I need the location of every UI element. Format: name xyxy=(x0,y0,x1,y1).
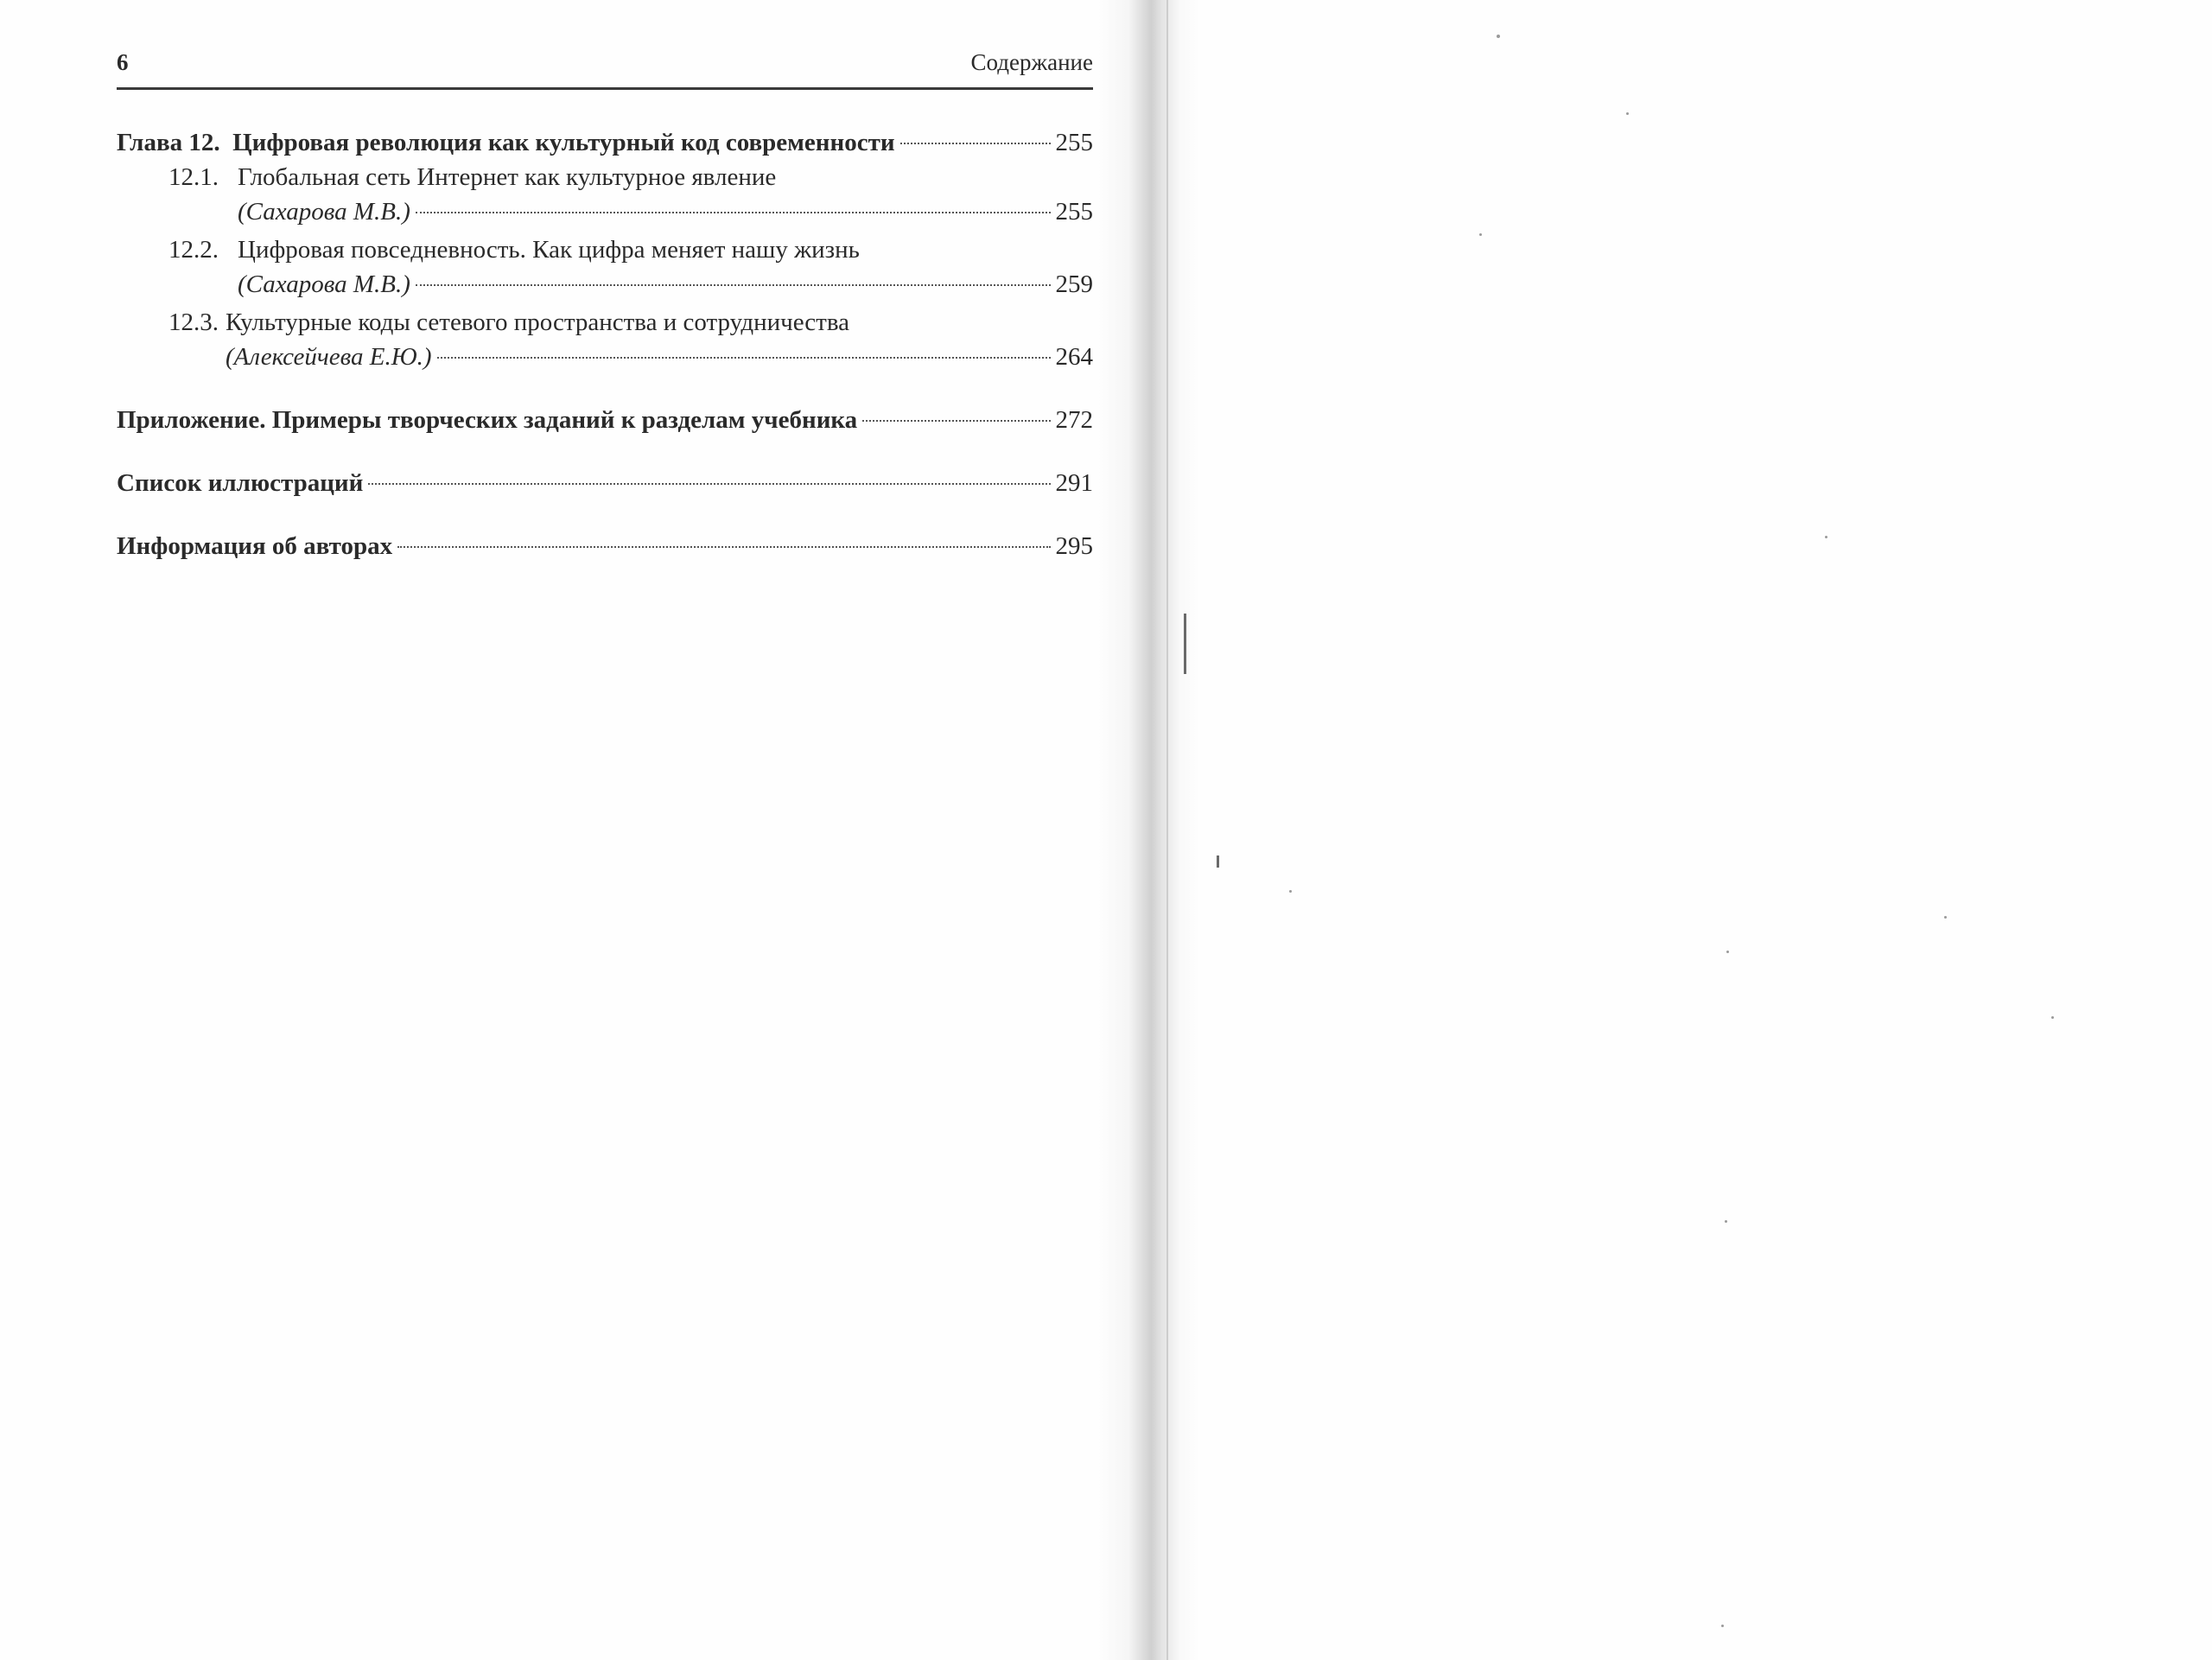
section-author: (Сахарова М.В.) xyxy=(238,198,410,226)
section-title: Культурные коды сетевого пространства и сотрудничества xyxy=(226,308,850,336)
running-title: Содержание xyxy=(970,49,1093,75)
authors-title: Информация об авторах xyxy=(117,532,393,560)
scan-speck xyxy=(2051,1016,2054,1019)
scan-speck xyxy=(1721,1625,1724,1627)
scan-speck xyxy=(1479,233,1482,236)
illustrations-title: Список иллюстраций xyxy=(117,469,364,497)
scan-speck xyxy=(1726,951,1729,953)
chapter-label: Глава 12. xyxy=(117,129,220,156)
dot-leader xyxy=(900,143,1051,144)
scan-mark xyxy=(1217,855,1219,868)
dot-leader xyxy=(416,284,1051,286)
toc-authors xyxy=(117,529,1093,563)
dot-leader xyxy=(416,212,1051,213)
dot-leader xyxy=(437,357,1051,359)
scan-speck xyxy=(1944,916,1947,919)
scan-speck xyxy=(1289,890,1292,893)
chapter-title: Цифровая революция как культурный код современности xyxy=(232,129,895,156)
section-page: 255 xyxy=(1055,198,1093,226)
section-author: (Сахарова М.В.) xyxy=(238,270,410,298)
running-header xyxy=(117,48,1093,90)
section-number: 12.1. xyxy=(168,163,219,191)
scan-speck xyxy=(1825,536,1827,538)
toc-illustrations xyxy=(117,466,1093,500)
chapter-page: 255 xyxy=(1055,129,1093,156)
section-title: Цифровая повседневность. Как цифра меняет нашу жизнь xyxy=(238,236,860,264)
right-page-blank xyxy=(1168,0,2212,1660)
scan-speck xyxy=(1497,35,1500,38)
scan-speck xyxy=(1725,1220,1727,1223)
illustrations-page: 291 xyxy=(1055,469,1093,497)
page-number: 6 xyxy=(117,49,129,75)
authors-page: 295 xyxy=(1055,532,1093,560)
toc-section-12-1 xyxy=(117,160,1093,229)
toc-chapter-12 xyxy=(117,125,1093,160)
section-number: 12.2. xyxy=(168,236,219,264)
section-number: 12.3. xyxy=(168,308,219,336)
appendix-page: 272 xyxy=(1055,406,1093,434)
scan-mark xyxy=(1184,614,1186,674)
scan-speck xyxy=(1626,112,1629,115)
toc-appendix xyxy=(117,403,1093,437)
dot-leader xyxy=(862,420,1050,422)
toc-section-12-3 xyxy=(117,305,1093,374)
section-page: 259 xyxy=(1055,270,1093,298)
section-author: (Алексейчева Е.Ю.) xyxy=(226,343,432,371)
appendix-title: Приложение. Примеры творческих заданий к разделам учебника xyxy=(117,406,858,434)
dot-leader xyxy=(397,546,1050,548)
table-of-contents xyxy=(117,125,1093,563)
dot-leader xyxy=(368,483,1050,485)
section-page: 264 xyxy=(1055,343,1093,371)
section-title: Глобальная сеть Интернет как культурное явление xyxy=(238,163,777,191)
toc-section-12-2 xyxy=(117,232,1093,302)
